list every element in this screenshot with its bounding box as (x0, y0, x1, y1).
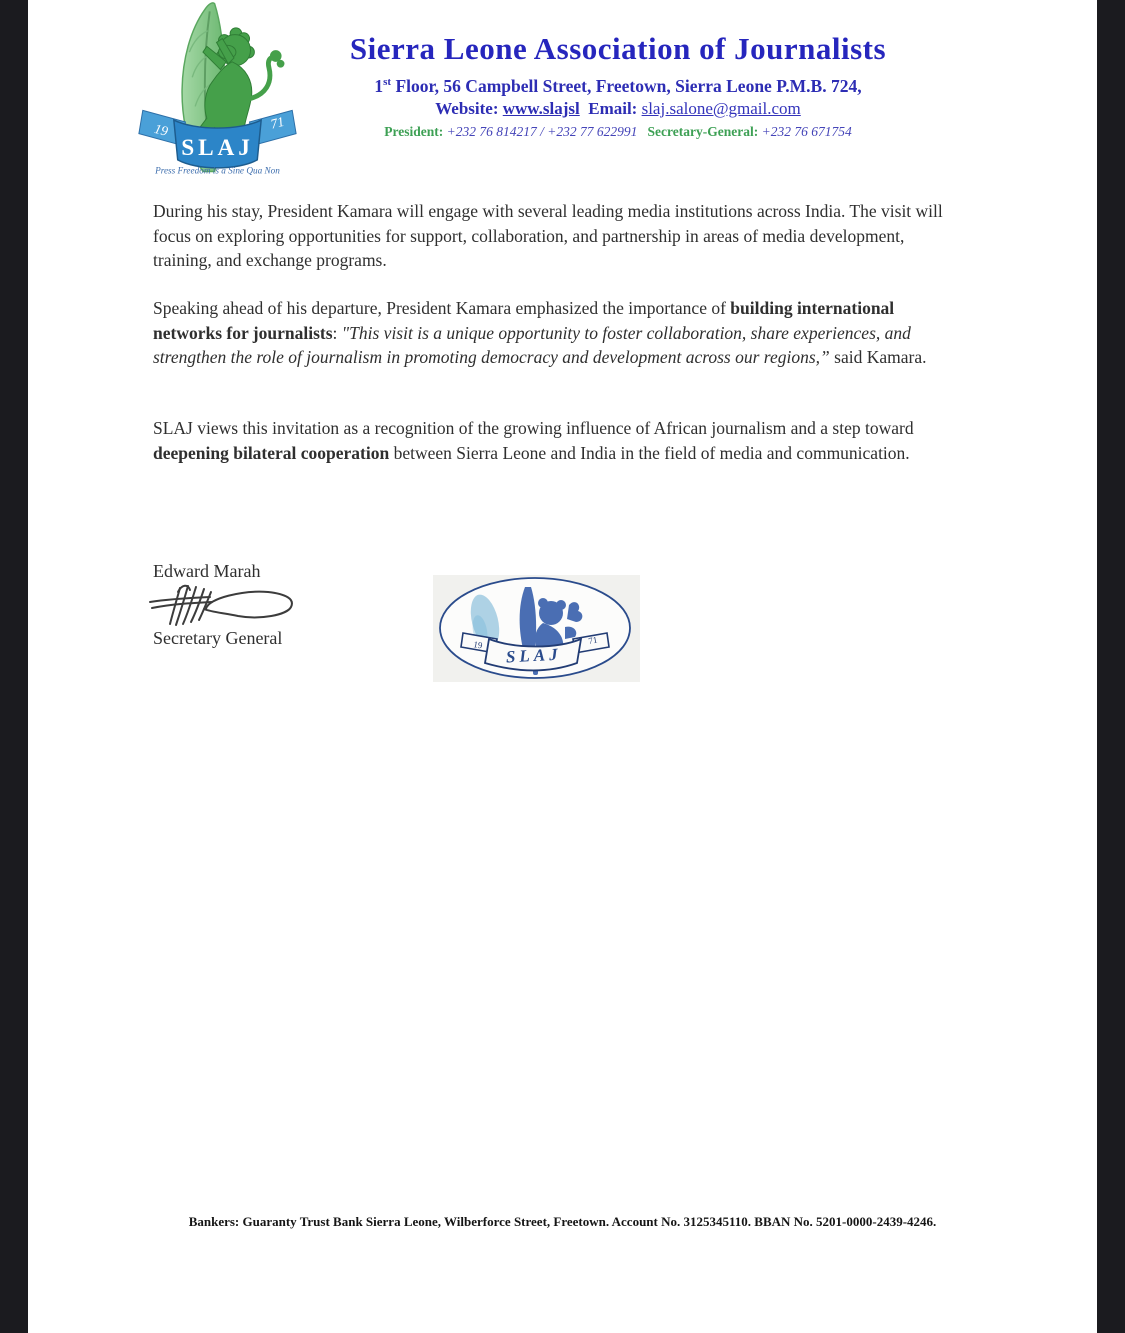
stamp-acronym: SLAJ (505, 644, 563, 667)
signatory-title: Secretary General (153, 628, 283, 648)
org-address (283, 71, 953, 98)
signature-scribble (148, 582, 298, 627)
president-phones: +232 76 814217 / +232 77 622991 (446, 123, 638, 139)
address-number: 1 (374, 75, 384, 96)
paragraph-2-attribution: said Kamara. (829, 347, 927, 367)
email-link[interactable]: slaj.salone@gmail.com (641, 98, 801, 118)
logo-motto: Press Freedom is a Sine Qua Non (155, 165, 280, 176)
email-label: Email: (588, 98, 638, 118)
slaj-stamp (433, 575, 640, 682)
footer-bankers: Bankers: Guaranty Trust Bank Sierra Leone, Wilberforce Street, Freetown. Account No. 3125345110. BBAN No. 5201-0000-2439-4246. (188, 1214, 937, 1229)
contacts-line (283, 123, 953, 141)
paragraph-2-text: Speaking ahead of his departure, President Kamara emphasized the importance of (153, 298, 731, 318)
paragraph-2-quote: "This visit is a unique opportunity to foster collaboration, share experiences, and strengthen the role of journalism in promoting democracy and development across our regions,” (153, 322, 911, 367)
stamp-year-right: 71 (587, 634, 599, 646)
paragraph-2-colon: : (332, 322, 342, 343)
org-name: Sierra Leone Association of Journalists (349, 31, 887, 66)
paragraph-3-bold-phrase: deepening bilateral cooperation (153, 442, 390, 463)
slaj-stamp-graphic (433, 575, 640, 682)
signatory-name: Edward Marah (153, 561, 261, 581)
website-email-line (283, 98, 953, 120)
address-ordinal: st (383, 76, 392, 88)
letterhead (283, 30, 953, 141)
paragraph-3 (153, 416, 965, 465)
secretary-general-phone: +232 76 671754 (761, 123, 852, 139)
paragraph-3-rest: between Sierra Leone and India in the field of media and communication. (389, 442, 910, 463)
stamp-year-left: 19 (472, 639, 484, 651)
paragraph-2 (153, 296, 965, 370)
paragraph-1: During his stay, President Kamara will engage with several leading media institutions across India. The visit will focus on exploring opportunities for support, collaboration, and partnership in areas of media development, training, and exchange programs. (153, 201, 943, 270)
address-rest: Floor, 56 Campbell Street, Freetown, Sierra Leone P.M.B. 724, (391, 75, 862, 96)
logo-acronym: SLAJ (181, 135, 254, 161)
handwritten-signature-icon (148, 582, 298, 627)
paragraph-2-bold-phrase: building international networks for journalists (153, 298, 895, 343)
paragraph-3-text: SLAJ views this invitation as a recognition of the growing influence of African journalism and a step toward (153, 418, 914, 438)
document-page (28, 0, 1097, 1333)
website-label: Website: (435, 98, 499, 118)
slaj-logo-graphic (135, 0, 300, 178)
logo-year-right: 71 (268, 113, 286, 132)
logo-year-left: 19 (152, 121, 170, 139)
slaj-logo (135, 0, 300, 178)
website-link[interactable]: www.slajsl (502, 98, 580, 118)
president-label: President: (384, 123, 444, 139)
secretary-general-label: Secretary-General: (647, 123, 759, 139)
